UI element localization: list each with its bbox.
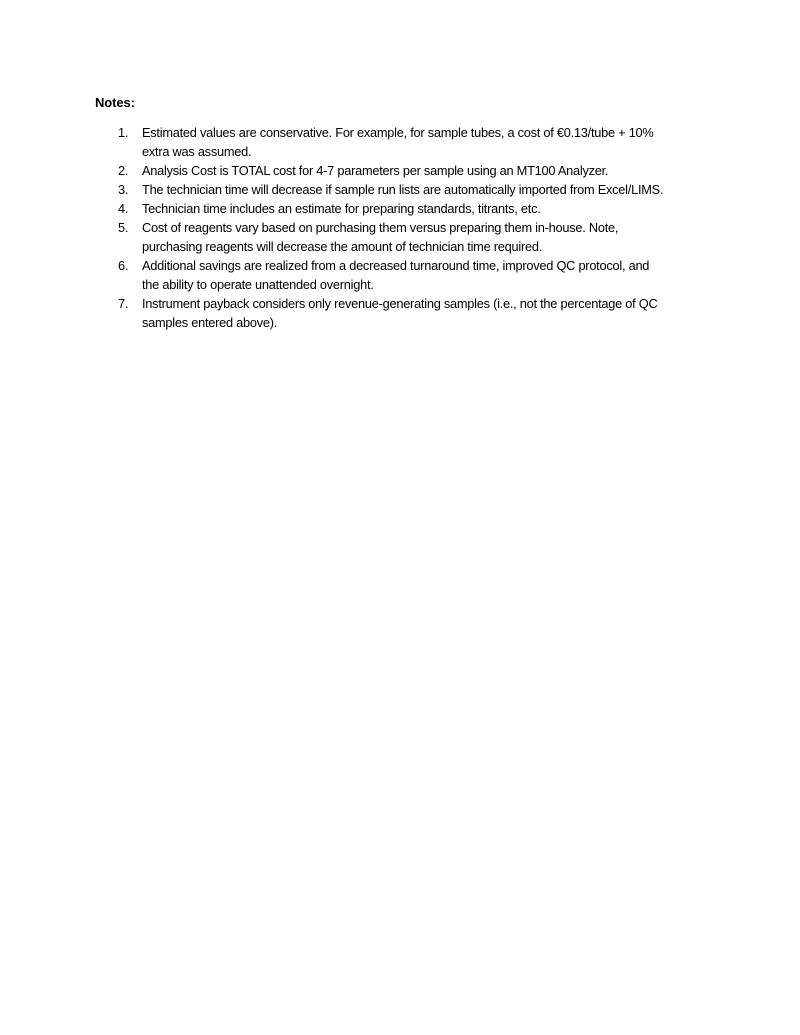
note-number: 4.: [118, 201, 129, 216]
note-number: 2.: [118, 163, 129, 178]
note-item-7: [95, 294, 735, 332]
note-line: Estimated values are conservative. For example, for sample tubes, a cost of €0.13/tube + 10%: [142, 125, 654, 140]
note-item-5: [95, 218, 735, 256]
note-line: Cost of reagents vary based on purchasing them versus preparing them in-house. Note,: [142, 220, 619, 235]
note-line: Analysis Cost is TOTAL cost for 4-7 parameters per sample using an MT100 Analyzer.: [142, 163, 609, 178]
note-item-3: [95, 180, 735, 199]
note-number: 7.: [118, 296, 129, 311]
note-item-4: [95, 199, 735, 218]
note-number: 6.: [118, 258, 129, 273]
note-line: The technician time will decrease if sample run lists are automatically imported from Excel/LIMS.: [142, 182, 664, 197]
notes-heading: Notes:: [95, 95, 135, 110]
notes-list: [95, 123, 735, 332]
note-item-1: [95, 123, 735, 161]
note-line: Instrument payback considers only revenue-generating samples (i.e., not the percentage of QC: [142, 296, 658, 311]
note-item-6: [95, 256, 735, 294]
note-item-2: [95, 161, 735, 180]
note-number: 3.: [118, 182, 129, 197]
note-line: samples entered above).: [142, 315, 278, 330]
note-line: extra was assumed.: [142, 144, 252, 159]
note-line: Additional savings are realized from a decreased turnaround time, improved QC protocol, and: [142, 258, 650, 273]
note-line: the ability to operate unattended overnight.: [142, 277, 374, 292]
note-number: 5.: [118, 220, 129, 235]
note-number: 1.: [118, 125, 129, 140]
note-line: Technician time includes an estimate for preparing standards, titrants, etc.: [142, 201, 541, 216]
note-line: purchasing reagents will decrease the amount of technician time required.: [142, 239, 543, 254]
